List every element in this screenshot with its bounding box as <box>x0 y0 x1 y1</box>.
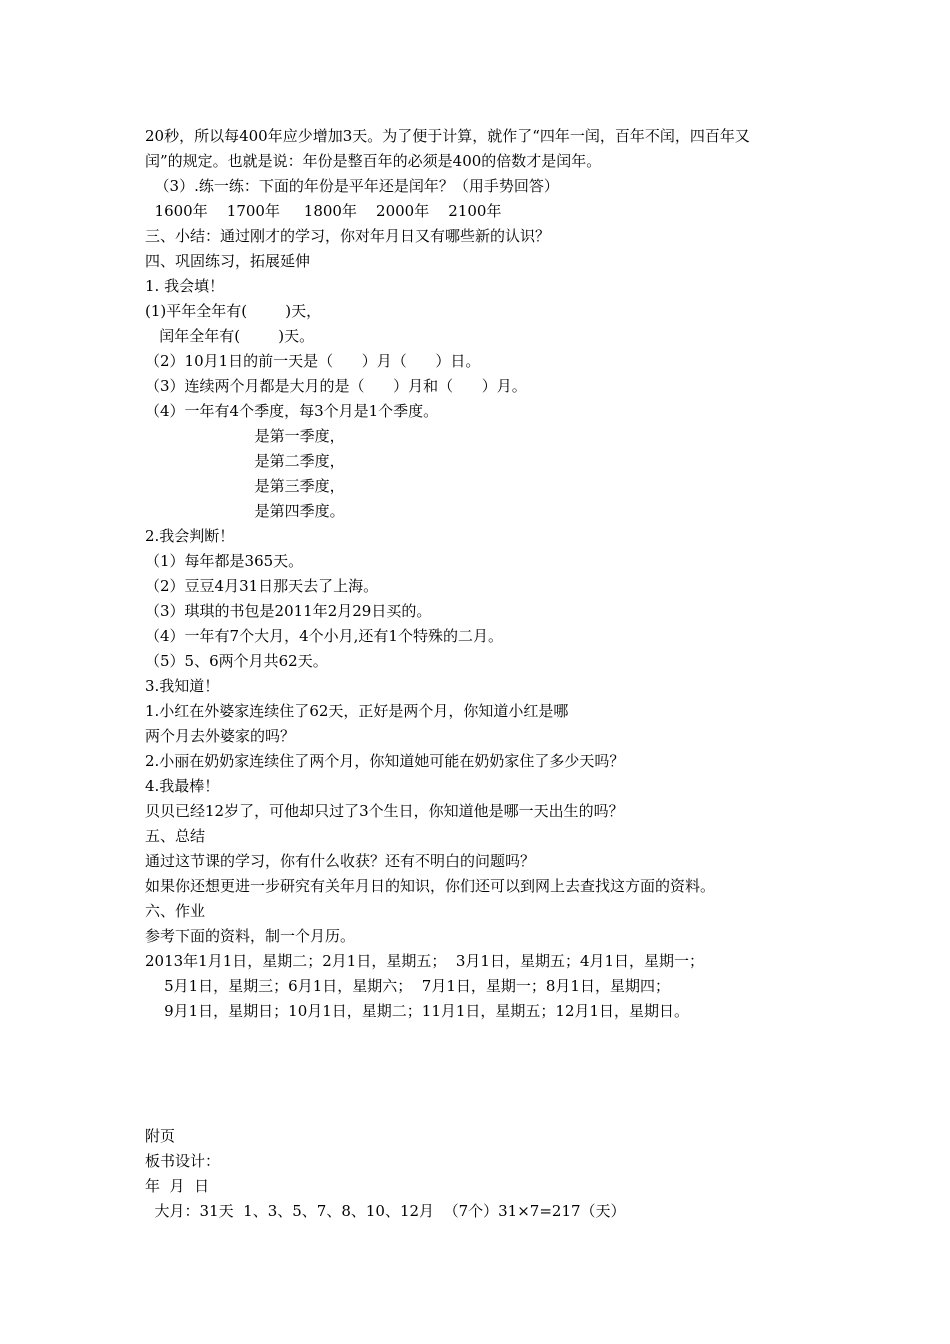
text-line: 通过这节课的学习，你有什么收获？还有不明白的问题吗？ <box>145 852 536 870</box>
text-line: （4）一年有7个大月，4个小月,还有1个特殊的二月。 <box>145 627 503 645</box>
section-heading-summary: 三、小结：通过刚才的学习，你对年月日又有哪些新的认识？ <box>145 227 551 245</box>
text-line: 贝贝已经12岁了，可他却只过了3个生日，你知道他是哪一天出生的吗？ <box>145 802 624 820</box>
section-heading-homework: 六、作业 <box>145 902 206 920</box>
exercise-heading: 3.我知道！ <box>145 677 220 695</box>
text-line: 参考下面的资料，制一个月历。 <box>145 927 356 945</box>
text-line: （2）豆豆4月31日那天去了上海。 <box>145 577 379 595</box>
text-line: （3）连续两个月都是大月的是（ ）月和（ ）月。 <box>145 377 527 395</box>
section-heading-conclusion: 五、总结 <box>145 827 206 845</box>
text-line: （4）一年有4个季度，每3个月是1个季度。 <box>145 402 439 420</box>
text-line: （3）琪琪的书包是2011年2月29日买的。 <box>145 602 432 620</box>
text-line: （2）10月1日的前一天是（ ）月（ ）日。 <box>145 352 481 370</box>
text-line: （5）5、6两个月共62天。 <box>145 652 328 670</box>
appendix-heading: 附页 <box>145 1127 176 1145</box>
exercise-heading: 4.我最棒！ <box>145 777 220 795</box>
text-line: 大月：31天 1、3、5、7、8、10、12月 （7个）31×7=217（天） <box>145 1202 626 1220</box>
text-line: （3）.练一练：下面的年份是平年还是闰年？（用手势回答） <box>145 177 559 195</box>
text-line: (1)平年全年有( )天， <box>145 302 322 320</box>
exercise-heading: 1. 我会填！ <box>145 277 225 295</box>
text-line: 闰年全年有( )天。 <box>145 327 315 345</box>
text-line: 1.小红在外婆家连续住了62天，正好是两个月，你知道小红是哪 <box>145 702 569 720</box>
text-line: 20秒，所以每400年应少增加3天。为了便于计算，就作了“四年一闰，百年不闰，四百年又 <box>145 127 750 145</box>
text-line: 9月1日，星期日；10月1日，星期二；11月1日，星期五；12月1日，星期日。 <box>145 1002 690 1020</box>
board-design-heading: 板书设计： <box>145 1152 221 1170</box>
text-line: 闰”的规定。也就是说：年份是整百年的必须是400的倍数才是闰年。 <box>145 152 602 170</box>
text-line: 1600年 1700年 1800年 2000年 2100年 <box>145 202 502 220</box>
text-line: 2.小丽在奶奶家连续住了两个月，你知道她可能在奶奶家住了多少天吗？ <box>145 752 625 770</box>
text-line: 5月1日，星期三；6月1日，星期六； 7月1日，星期一；8月1日，星期四； <box>145 977 670 995</box>
text-line: 2013年1月1日，星期二；2月1日，星期五； 3月1日，星期五；4月1日，星期一； <box>145 952 705 970</box>
text-line: 是第一季度， <box>145 427 345 445</box>
text-line: 两个月去外婆家的吗？ <box>145 727 296 745</box>
section-heading-practice: 四、巩固练习，拓展延伸 <box>145 252 311 270</box>
text-line: （1）每年都是365天。 <box>145 552 304 570</box>
text-line: 是第四季度。 <box>145 502 345 520</box>
board-title: 年 月 日 <box>145 1177 210 1195</box>
exercise-heading: 2.我会判断！ <box>145 527 235 545</box>
text-line: 是第三季度， <box>145 477 345 495</box>
text-line: 是第二季度， <box>145 452 345 470</box>
text-line: 如果你还想更进一步研究有关年月日的知识，你们还可以到网上去查找这方面的资料。 <box>145 877 716 895</box>
